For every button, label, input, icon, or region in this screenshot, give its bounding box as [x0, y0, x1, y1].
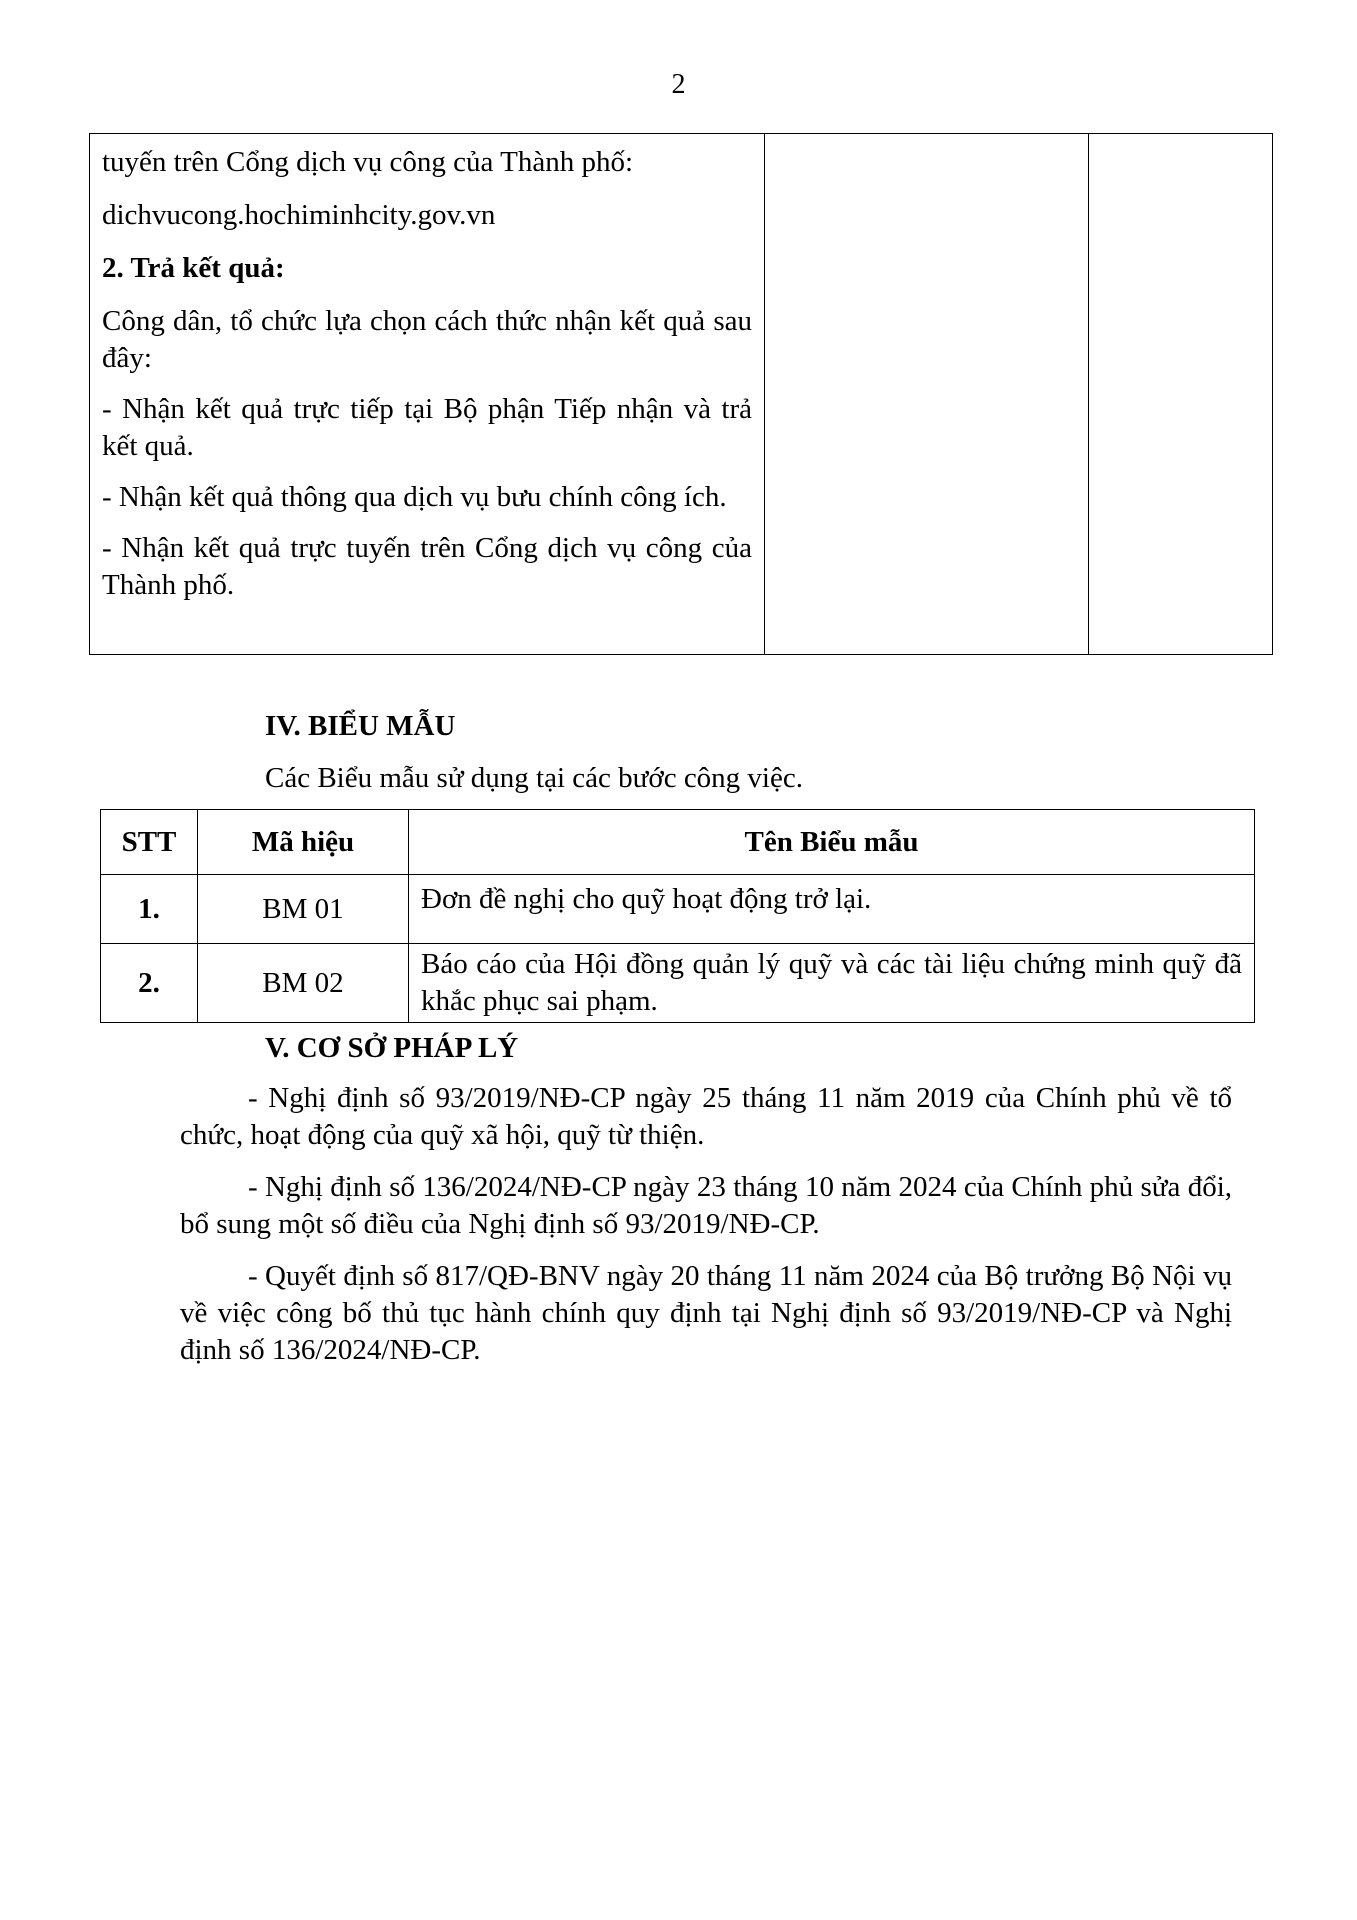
header-stt: STT — [101, 810, 198, 875]
table-row — [101, 944, 1255, 1023]
row-code: BM 02 — [198, 944, 409, 1023]
portal-url: dichvucong.hochiminhcity.gov.vn — [102, 199, 496, 231]
legal-basis-item: - Nghị định số 136/2024/NĐ-CP ngày 23 tháng 10 năm 2024 của Chính phủ sửa đổi, bổ sung một số điều của Nghị định số 93/2019/NĐ-CP. — [180, 1171, 1232, 1240]
procedure-continuation-table — [89, 133, 1273, 655]
legal-basis-item: - Quyết định số 817/QĐ-BNV ngày 20 tháng 11 năm 2024 của Bộ trưởng Bộ Nội vụ về việc công bố thủ tục hành chính quy định tại Nghị định số 93/2019/NĐ-CP và Nghị định số 136/2024/NĐ-CP. — [180, 1260, 1232, 1366]
legal-basis-item: - Nghị định số 93/2019/NĐ-CP ngày 25 tháng 11 năm 2019 của Chính phủ về tổ chức, hoạt động của quỹ xã hội, quỹ từ thiện. — [180, 1082, 1232, 1151]
empty-cell — [1088, 134, 1272, 655]
header-form-name: Tên Biểu mẫu — [409, 810, 1255, 875]
header-code: Mã hiệu — [198, 810, 409, 875]
forms-table — [100, 809, 1255, 1023]
result-option-postal: - Nhận kết quả thông qua dịch vụ bưu chính công ích. — [102, 481, 727, 513]
table-row — [101, 875, 1255, 944]
row-form-name: Báo cáo của Hội đồng quản lý quỹ và các tài liệu chứng minh quỹ đã khắc phục sai phạm. — [409, 944, 1255, 1023]
table-row — [90, 134, 1273, 655]
result-return-heading: 2. Trả kết quả: — [102, 252, 285, 284]
row-stt: 1. — [101, 875, 198, 944]
result-option-online: - Nhận kết quả trực tuyến trên Cổng dịch vụ công của Thành phố. — [102, 532, 752, 601]
empty-cell — [764, 134, 1088, 655]
row-code: BM 01 — [198, 875, 409, 944]
online-submission-text: tuyến trên Cổng dịch vụ công của Thành phố: — [102, 146, 634, 178]
section-iv-title: IV. BIỂU MẪU — [265, 710, 456, 742]
table-header-row — [101, 810, 1255, 875]
page-number: 2 — [671, 69, 686, 100]
row-form-name: Đơn đề nghị cho quỹ hoạt động trở lại. — [409, 875, 1255, 944]
result-options-intro: Công dân, tổ chức lựa chọn cách thức nhận kết quả sau đây: — [102, 305, 752, 374]
procedure-steps-cell — [90, 134, 765, 655]
result-option-direct: - Nhận kết quả trực tiếp tại Bộ phận Tiếp nhận và trả kết quả. — [102, 393, 752, 462]
row-stt: 2. — [101, 944, 198, 1023]
section-iv-intro: Các Biểu mẫu sử dụng tại các bước công việc. — [265, 762, 803, 794]
section-v-title: V. CƠ SỞ PHÁP LÝ — [265, 1032, 519, 1064]
